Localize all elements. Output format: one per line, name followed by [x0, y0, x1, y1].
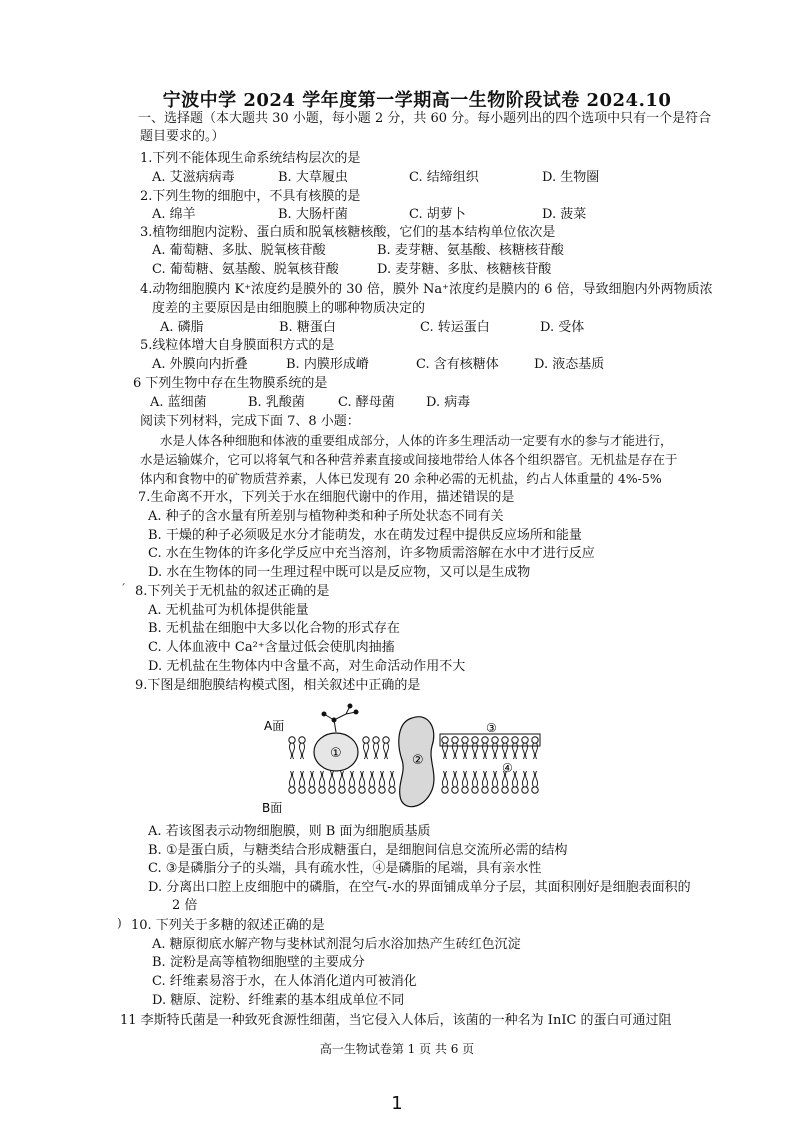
option-d: D. 无机盐在生物体内中含量不高，对生命活动作用不大	[148, 659, 466, 674]
option-c: C. 人体血液中 Ca²⁺含量过低会使肌肉抽搐	[148, 640, 395, 655]
option-d: D. 水在生物体的同一生理过程中既可以是反应物，又可以是生成物	[148, 565, 531, 580]
option-d: D. 液态基质	[534, 357, 605, 372]
option-d: D. 菠菜	[542, 207, 587, 222]
question-6-stem: 6 下列生物中存在生物膜系统的是	[133, 376, 328, 391]
option-a: A. 磷脂	[160, 320, 204, 335]
section-heading-cont: 题目要求的。）	[140, 129, 225, 144]
option-b: B. 乳酸菌	[248, 395, 305, 410]
question-4-stem-cont: 度差的主要原因是由细胞膜上的哪种物质决定的	[152, 301, 426, 316]
option-b: B. 麦芽糖、氨基酸、核糖核苷酸	[377, 243, 564, 258]
option-c: C. 葡萄糖、氨基酸、脱氧核苷酸	[152, 262, 339, 277]
option-c: C. ③是磷脂分子的头端，具有疏水性，④是磷脂的尾端，具有亲水性	[148, 861, 542, 876]
question-10-stem: 10. 下列关于多糖的叙述正确的是	[131, 918, 325, 933]
question-4-stem: 4.动物细胞膜内 K⁺浓度约是膜外的 30 倍，膜外 Na⁺浓度约是膜内的 6 倍，导致细胞内外两物质浓	[140, 282, 713, 297]
option-c: C. 水在生物体的许多化学反应中充当溶剂，许多物质需溶解在水中才进行反应	[148, 546, 595, 561]
option-b: B. ①是蛋白质，与糖类结合形成糖蛋白，是细胞间信息交流所必需的结构	[148, 843, 568, 858]
label-a-surface: A面	[264, 719, 285, 733]
question-9-stem: 9.下图是细胞膜结构模式图，相关叙述中正确的是	[135, 678, 421, 693]
reading-intro: 阅读下列材料，完成下面 7、8 小题：	[140, 414, 360, 429]
page-footer: 高一生物试卷第 1 页 共 6 页	[319, 1042, 475, 1056]
option-b: B. 糖蛋白	[279, 320, 336, 335]
question-2-stem: 2.下列生物的细胞中，不具有核膜的是	[140, 189, 361, 204]
question-11-stem: 11 李斯特氏菌是一种致死食源性细菌，当它侵入人体后，该菌的一种名为 InIC 的蛋白可通过阻	[120, 1013, 672, 1028]
label-1: ①	[330, 746, 342, 761]
option-b: B. 内膜形成嵴	[286, 357, 369, 372]
option-a: A. 蓝细菌	[150, 395, 207, 410]
option-c: C. 胡萝卜	[409, 207, 466, 222]
question-7-stem: 7.生命离不开水，下列关于水在细胞代谢中的作用，描述错误的是	[138, 490, 515, 505]
label-2: ②	[412, 753, 424, 768]
reading-paragraph-line1: 水是人体各种细胞和体液的重要组成部分，人体的许多生理活动一定要有水的参与才能进行，	[160, 433, 673, 448]
option-b: B. 大草履虫	[278, 170, 348, 185]
option-c: C. 结缔组织	[409, 170, 479, 185]
question-5-stem: 5.线粒体增大自身膜面积方式的是	[140, 338, 335, 353]
page-number: 1	[391, 1093, 403, 1114]
option-b: B. 大肠杆菌	[278, 207, 348, 222]
option-a: A. 艾滋病病毒	[152, 170, 235, 185]
question-1-stem: 1.下列不能体现生命系统结构层次的是	[140, 151, 361, 166]
option-b: B. 淀粉是高等植物细胞壁的主要成分	[152, 955, 365, 970]
question-3-stem: 3.植物细胞内淀粉、蛋白质和脱氧核糖核酸，它们的基本结构单位依次是	[140, 225, 556, 240]
reading-paragraph-line2: 水是运输媒介，它可以将氧气和各种营养素直接或间接地带给人体各个组织器官。无机盐是存在于	[140, 452, 678, 467]
option-a: A. 外膜向内折叠	[152, 357, 248, 372]
option-a: A. 无机盐可为机体提供能量	[148, 603, 309, 618]
option-d: D. 受体	[540, 320, 585, 335]
option-b: B. 无机盐在细胞中大多以化合物的形式存在	[148, 621, 400, 636]
label-4: ④	[502, 761, 513, 775]
label-b-surface: B面	[262, 801, 283, 815]
margin-mark: ˊ	[120, 582, 126, 596]
phospholipid-highlight-box	[440, 734, 540, 746]
exam-title: 宁波中学 2024 学年度第一学期高一生物阶段试卷 2024.10	[162, 90, 672, 111]
option-a: A. 若该图表示动物细胞膜，则 B 面为细胞质基质	[148, 824, 431, 839]
option-d-cont: 2 倍	[172, 898, 198, 913]
option-d: D. 病毒	[426, 395, 471, 410]
option-c: C. 酵母菌	[338, 395, 395, 410]
cell-membrane-figure	[262, 702, 562, 817]
section-heading: 一、选择题（本大题共 30 小题，每小题 2 分，共 60 分。每小题列出的四个选项中只有一个是符合	[138, 111, 712, 126]
reading-paragraph-line3: 体内和食物中的矿物质营养素，人体已发现有 20 余种必需的无机盐，约占人体重量的 4%-5%	[140, 471, 662, 486]
option-d: D. 生物圈	[542, 170, 600, 185]
option-c: C. 转运蛋白	[420, 320, 490, 335]
sugar-chain	[322, 704, 358, 732]
question-8-stem: 8.下列关于无机盐的叙述正确的是	[135, 584, 330, 599]
option-a: A. 种子的含水量有所差别与植物种类和种子所处状态不同有关	[148, 509, 504, 524]
option-d: D. 麦芽糖、多肽、核糖核苷酸	[377, 262, 552, 277]
option-a: A. 绵羊	[152, 207, 196, 222]
option-a: A. 糖原彻底水解产物与斐林试剂混匀后水浴加热产生砖红色沉淀	[152, 937, 521, 952]
option-a: A. 葡萄糖、多肽、脱氧核苷酸	[152, 243, 326, 258]
label-3: ③	[486, 721, 497, 735]
margin-mark: )	[117, 916, 122, 930]
option-b: B. 干燥的种子必须吸足水分才能萌发，水在萌发过程中提供反应场所和能量	[148, 528, 582, 543]
option-d: D. 糖原、淀粉、纤维素的基本组成单位不同	[152, 993, 405, 1008]
option-d: D. 分离出口腔上皮细胞中的磷脂，在空气-水的界面铺成单分子层，其面积刚好是细胞表面积的	[148, 880, 691, 895]
option-c: C. 纤维素易溶于水，在人体消化道内可被消化	[152, 974, 417, 989]
option-c: C. 含有核糖体	[416, 357, 499, 372]
